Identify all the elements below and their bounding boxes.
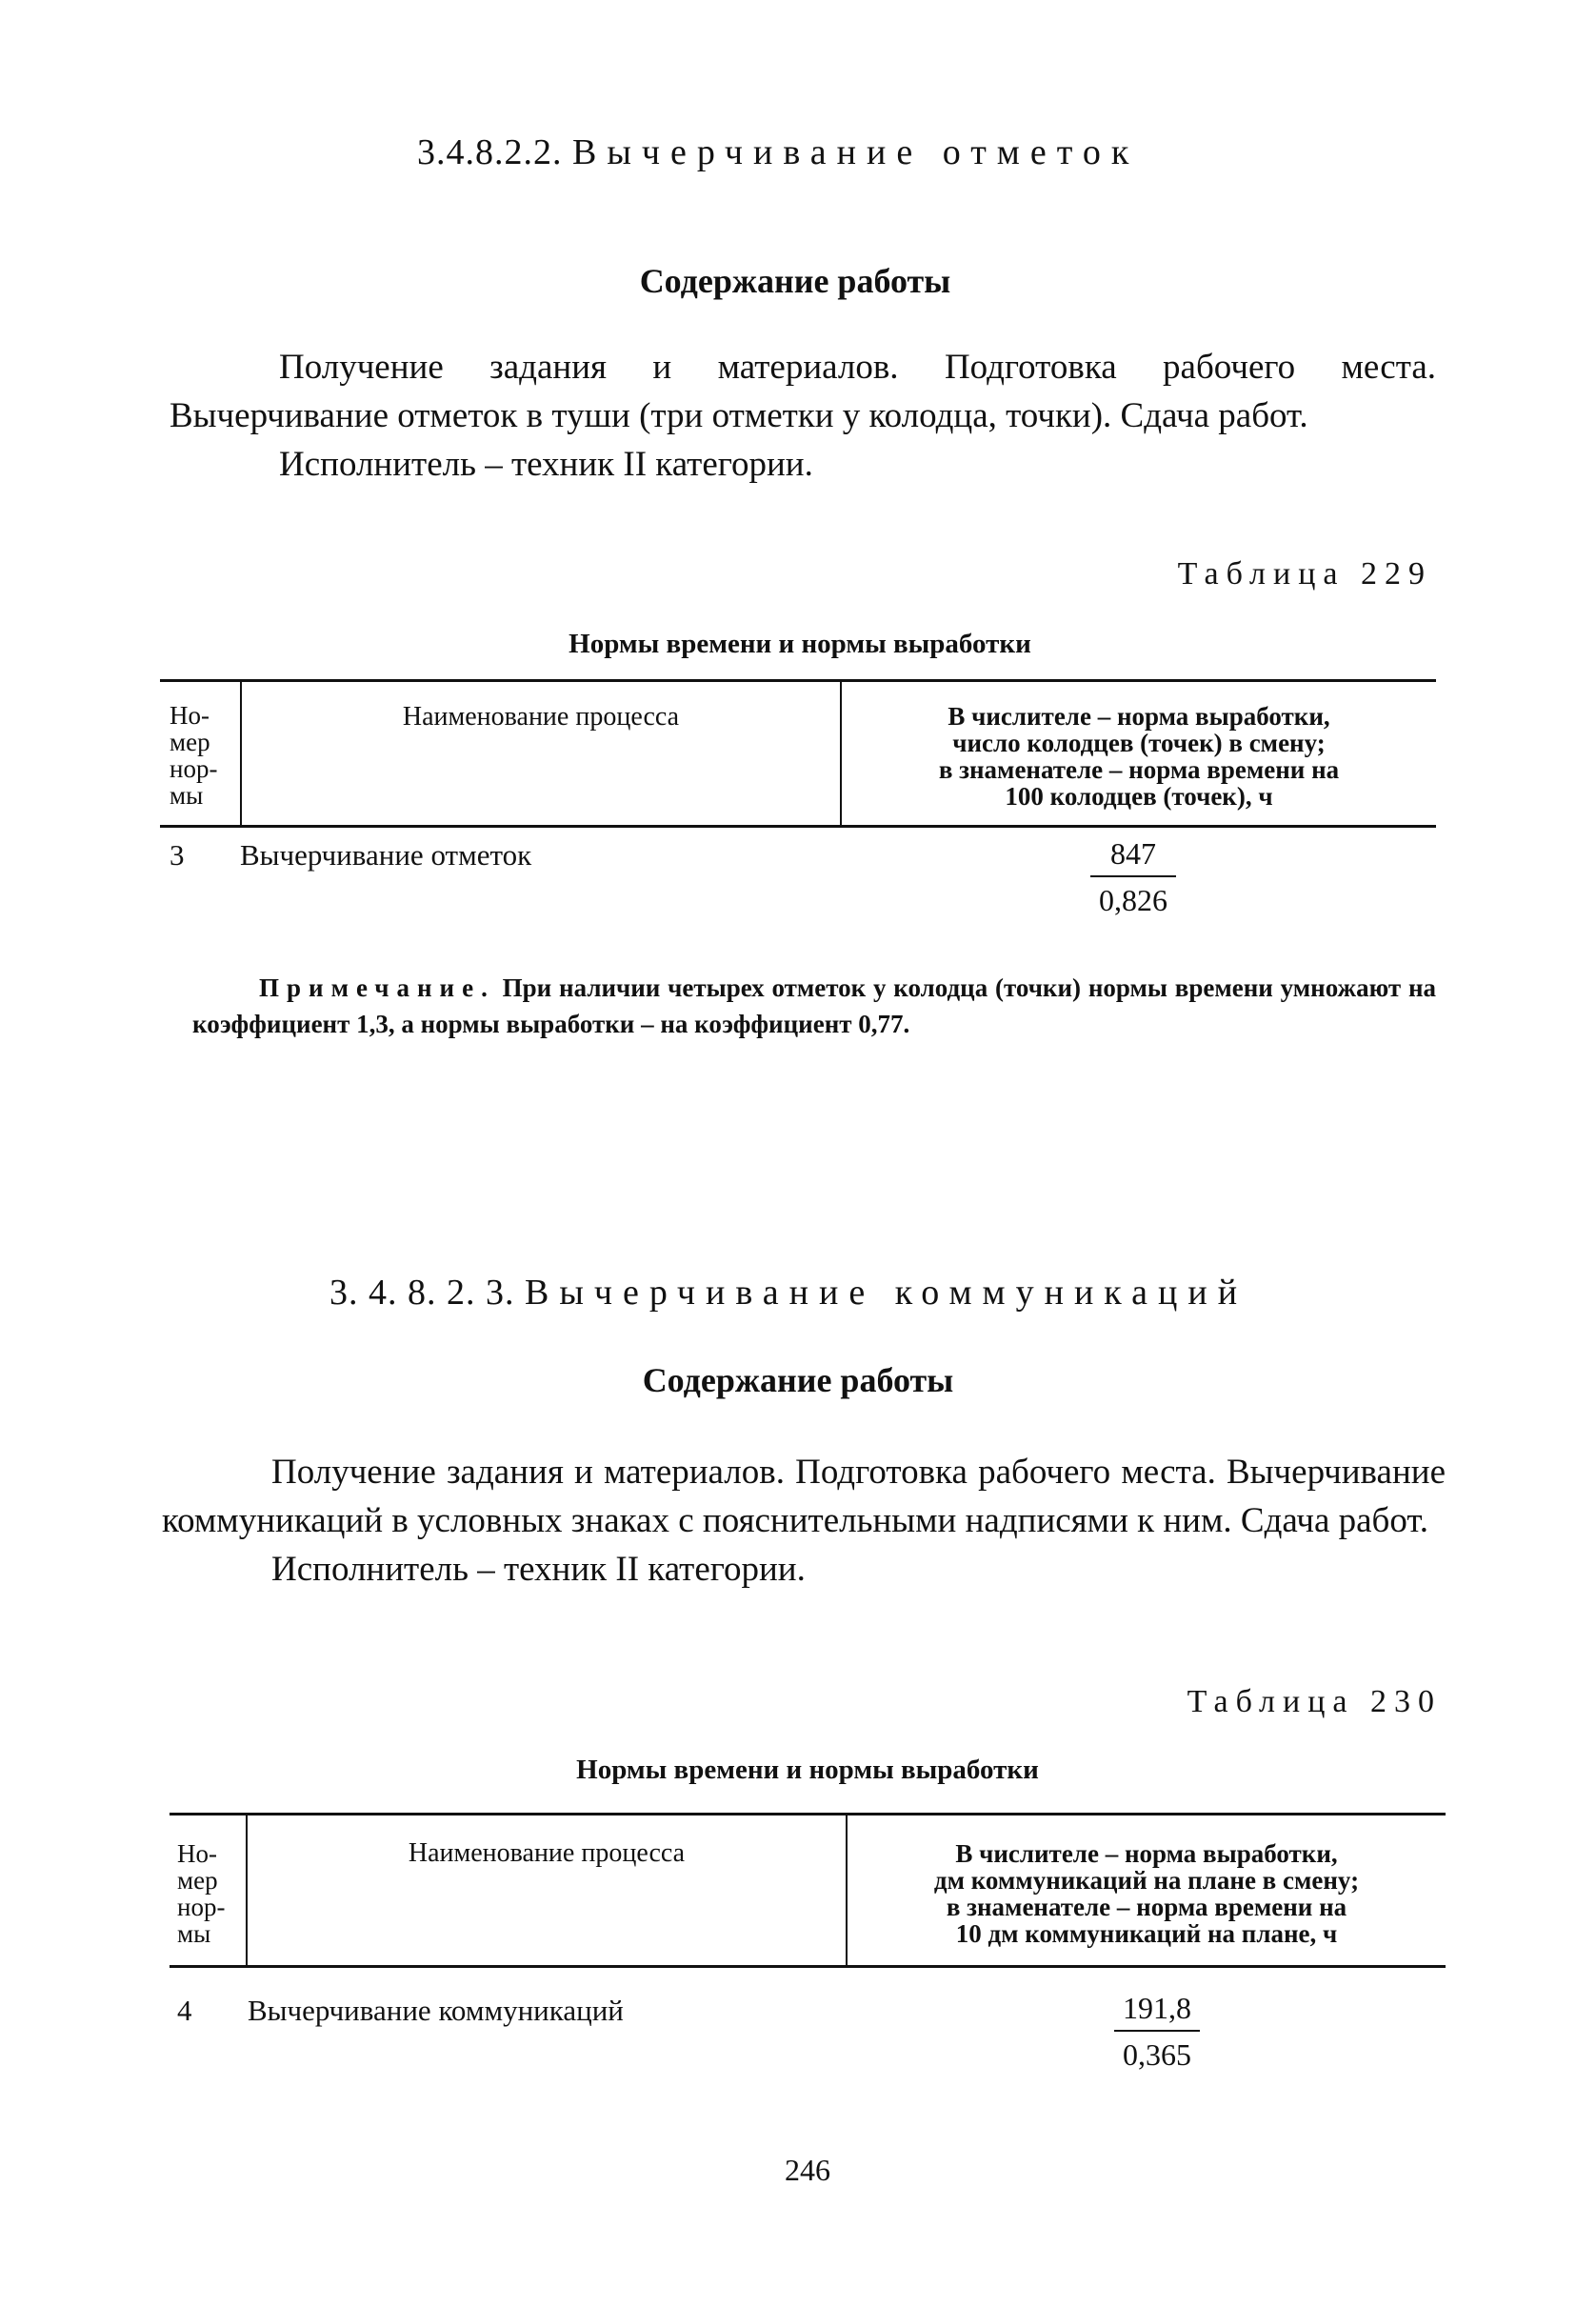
table-label: Таблица 229 [1177, 556, 1432, 592]
header-line: число колодцев (точек) в смену; [952, 729, 1326, 757]
table-caption [0, 629, 1596, 660]
row-process: Вычерчивание коммуникаций [248, 1994, 624, 2027]
note-label: Примечание. [259, 973, 495, 1002]
col-header-process: Наименование процесса [408, 1838, 686, 1868]
content-title [0, 1360, 1596, 1400]
page-number [0, 2153, 1596, 2188]
section-title: Вычерчивание коммуникаций [525, 1273, 1248, 1313]
table-top-rule [170, 1813, 1446, 1816]
header-line: мер [177, 1866, 218, 1895]
work-description [170, 343, 1436, 489]
section-number: 3.4.8.2.2. [417, 132, 563, 172]
header-line: Но- [170, 701, 209, 730]
row-number: 3 [170, 838, 185, 872]
row-number: 4 [177, 1994, 192, 2027]
col-header-process: Наименование процесса [402, 702, 680, 732]
header-line: Но- [177, 1839, 217, 1868]
header-line: нор- [177, 1893, 226, 1921]
paragraph: Получение задания и материалов. Подготовка рабочего места. Вычерчивание коммуникаций в условных знаках с пояснительными надписями к ним. Сдача работ. [162, 1453, 1446, 1540]
table-caption [0, 1755, 1596, 1786]
table-caption-text: Нормы времени и нормы выработки [569, 629, 1031, 659]
paragraph: Получение задания и материалов. Подготовка рабочего места. Вычерчивание отметок в туши (три отметки у колодца, точки). Сдача работ. [170, 348, 1436, 435]
header-line: 100 колодцев (точек), ч [1005, 782, 1273, 811]
table-caption-text: Нормы времени и нормы выработки [576, 1755, 1039, 1785]
content-title-text: Содержание работы [642, 1361, 954, 1399]
norm-output: 191,8 [1123, 1991, 1191, 2025]
norm-fraction [1067, 836, 1200, 918]
col-header-number [170, 702, 217, 809]
row-process: Вычерчивание отметок [240, 838, 532, 872]
table-header-rule [170, 1965, 1446, 1968]
content-title-text: Содержание работы [639, 262, 951, 300]
paragraph-executor: Исполнитель – техник II категории. [279, 445, 813, 484]
section-heading [417, 131, 1139, 173]
content-title [0, 261, 1596, 301]
note-text: При наличии четырех отметок у колодца (точки) нормы времени умножают на коэффициент 1,3, а нормы выработки – на коэффициент 0,77. [192, 973, 1436, 1038]
header-line: в знаменателе – норма времени на [946, 1893, 1347, 1921]
norm-output: 847 [1110, 836, 1156, 871]
fraction-bar [1114, 2030, 1200, 2032]
work-description [162, 1448, 1446, 1594]
header-line: мер [170, 728, 210, 756]
norm-fraction [1095, 1991, 1219, 2073]
table-top-rule [160, 679, 1436, 682]
section-number: 3. 4. 8. 2. 3. [329, 1273, 515, 1313]
table-header-rule [160, 825, 1436, 828]
header-line: дм коммуникаций на плане в смену; [933, 1866, 1360, 1895]
page-number-text: 246 [785, 2153, 830, 2187]
header-line: мы [170, 781, 204, 810]
section-heading [329, 1272, 1247, 1314]
header-line: В числителе – норма выработки, [955, 1839, 1338, 1868]
header-line: нор- [170, 754, 218, 783]
norm-time: 0,365 [1123, 2037, 1191, 2072]
header-line: мы [177, 1919, 211, 1948]
norm-time: 0,826 [1099, 883, 1167, 917]
table-note [192, 970, 1436, 1042]
table-label: Таблица 230 [1187, 1684, 1442, 1719]
col-header-number [177, 1840, 225, 1947]
header-line: 10 дм коммуникаций на плане, ч [955, 1919, 1338, 1948]
fraction-bar [1090, 875, 1176, 877]
paragraph-executor: Исполнитель – техник II категории. [271, 1550, 806, 1589]
col-header-norms [848, 1840, 1446, 1947]
header-line: В числителе – норма выработки, [948, 702, 1330, 731]
col-header-norms [842, 703, 1436, 810]
section-title: Вычерчивание отметок [572, 132, 1140, 172]
header-line: в знаменателе – норма времени на [938, 755, 1340, 784]
